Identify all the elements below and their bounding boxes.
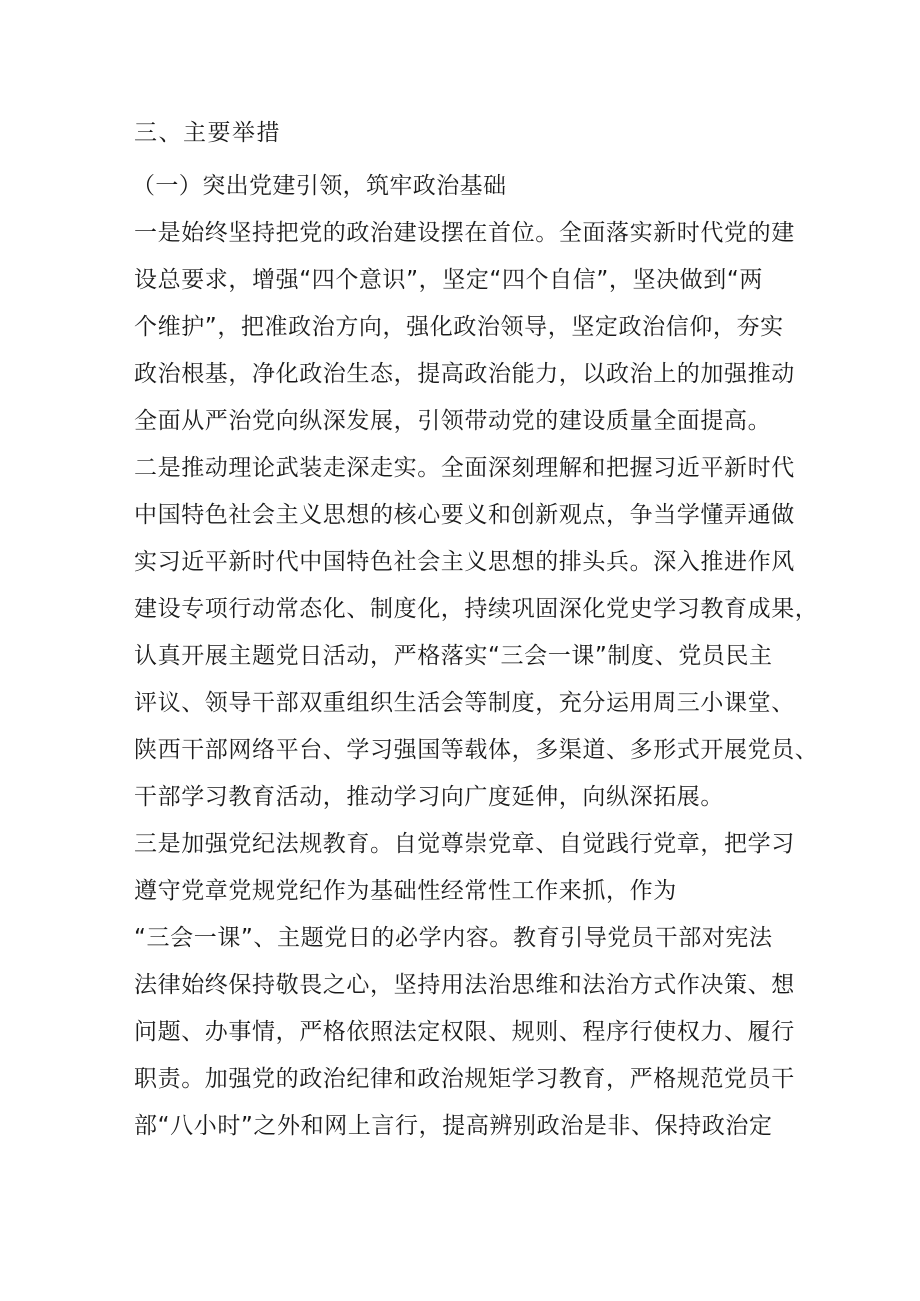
paragraph-line: 法律始终保持敬畏之心，坚持用法治思维和法治方式作决策、想 <box>134 972 795 998</box>
paragraph-line: 建设专项行动常态化、制度化，持续巩固深化党史学习教育成果， <box>134 596 819 622</box>
paragraph-line: 政治根基，净化政治生态，提高政治能力，以政治上的加强推动 <box>134 361 795 387</box>
paragraph-line: 认真开展主题党日活动，严格落实“三会一课”制度、党员民主 <box>134 643 773 669</box>
paragraph-line: 评议、领导干部双重组织生活会等制度，充分运用周三小课堂、 <box>134 690 795 716</box>
paragraph-line: 中国特色社会主义思想的核心要义和创新观点，争当学懂弄通做 <box>134 502 795 528</box>
paragraph-line: 设总要求，增强“四个意识”，坚定“四个自信”，坚决做到“两 <box>134 267 763 293</box>
paragraph-line: 一是始终坚持把党的政治建设摆在首位。全面落实新时代党的建 <box>134 220 795 246</box>
paragraph-line: 全面从严治党向纵深发展，引领带动党的建设质量全面提高。 <box>134 408 772 434</box>
paragraph-line: 实习近平新时代中国特色社会主义思想的排头兵。深入推进作风 <box>134 549 795 575</box>
subsection-heading: （一）突出党建引领，筑牢政治基础 <box>132 173 507 199</box>
paragraph-line: 陕西干部网络平台、学习强国等载体，多渠道、多形式开展党员、 <box>134 737 819 763</box>
paragraph-line: 二是推动理论武装走深走实。全面深刻理解和把握习近平新时代 <box>134 455 795 481</box>
paragraph-line: 问题、办事情，严格依照法定权限、规则、程序行使权力、履行 <box>134 1019 795 1045</box>
paragraph-line: 干部学习教育活动，推动学习向广度延伸，向纵深拓展。 <box>134 784 724 810</box>
paragraph-line: 职责。加强党的政治纪律和政治规矩学习教育，严格规范党员干 <box>134 1066 795 1092</box>
section-heading: 三、主要举措 <box>134 120 281 146</box>
paragraph-line: 三是加强党纪法规教育。自觉尊崇党章、自觉践行党章，把学习 <box>134 831 795 857</box>
paragraph-line: “三会一课”、主题党日的必学内容。教育引导党员干部对宪法 <box>134 925 773 951</box>
paragraph-line: 部“八小时”之外和网上言行，提高辨别政治是非、保持政治定 <box>134 1113 773 1139</box>
paragraph-line: 遵守党章党规党纪作为基础性经常性工作来抓，作为 <box>134 878 677 904</box>
paragraph-line: 个维护”，把准政治方向，强化政治领导，坚定政治信仰，夯实 <box>134 314 784 340</box>
